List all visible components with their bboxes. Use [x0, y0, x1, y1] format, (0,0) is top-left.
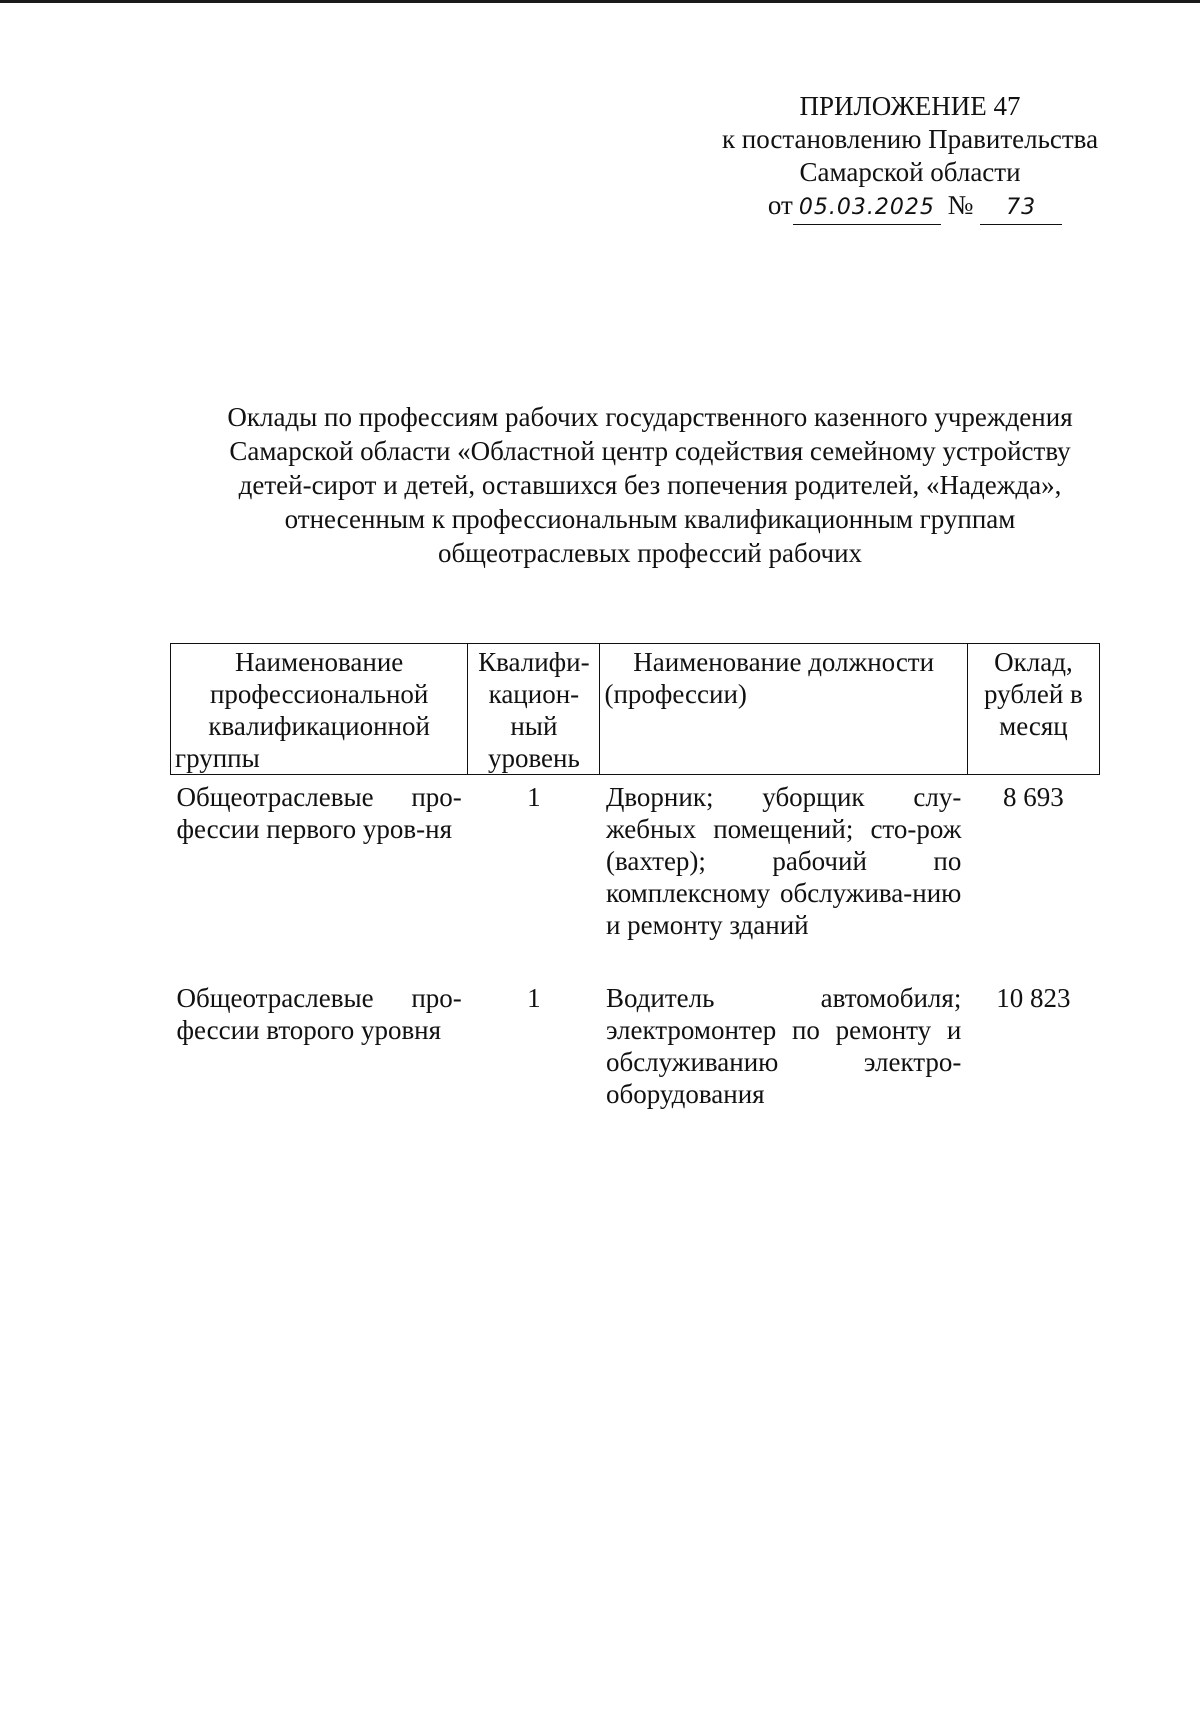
- title-line-3: детей-сирот и детей, оставшихся без попечения родителей, «Надежда»,: [238, 470, 1062, 500]
- cell-qualification-level: 1: [527, 983, 541, 1013]
- date-prefix: от: [767, 190, 793, 220]
- cell-group-name: Общеотраслевые про-фессии первого уров-ня: [176, 782, 462, 844]
- top-border-line: [0, 0, 1200, 3]
- cell-salary: 10 823: [996, 983, 1071, 1013]
- title-line-2: Самарской области «Областной центр содействия семейному устройству: [229, 436, 1071, 466]
- salary-table-body: [171, 775, 1100, 1133]
- appendix-region-line: Самарской области: [799, 157, 1021, 187]
- appendix-header: [700, 90, 1120, 225]
- appendix-date-line: [700, 189, 1120, 225]
- handwritten-date: 05.03.2025: [793, 191, 941, 225]
- cell-positions: Дворник; уборщик слу-жебных помещений; сто-рож (вахтер); рабочий по комплексному обслужива-нию и ремонту зданий: [605, 782, 962, 940]
- header-qualification-level: Квалифи-кацион-ный уровень: [468, 644, 600, 775]
- table-row: [171, 976, 1100, 1132]
- cell-group-name: Общеотраслевые про-фессии второго уровня: [176, 983, 462, 1045]
- appendix-label: ПРИЛОЖЕНИЕ 47: [799, 91, 1021, 121]
- cell-qualification-level: 1: [527, 782, 541, 812]
- appendix-decree-line: к постановлению Правительства: [721, 124, 1099, 154]
- title-line-5: общеотраслевых профессий рабочих: [437, 538, 863, 568]
- header-group-name: Наименование профессиональной квалификационной группы: [171, 644, 468, 775]
- title-line-1: Оклады по профессиям рабочих государственного казенного учреждения: [227, 402, 1073, 432]
- salary-table-header: [171, 644, 1100, 775]
- handwritten-number: 73: [980, 191, 1062, 225]
- cell-positions: Водитель автомобиля; электромонтер по ремонту и обслуживанию электро-оборудования: [605, 983, 962, 1109]
- salary-table: [170, 643, 1100, 1132]
- header-position-name: Наименование должности (профессии): [600, 644, 967, 775]
- number-prefix: №: [947, 190, 974, 220]
- cell-salary: 8 693: [1003, 782, 1064, 812]
- header-row: [171, 644, 1100, 775]
- header-salary: Оклад, рублей в месяц: [967, 644, 1099, 775]
- table-row: [171, 775, 1100, 977]
- title-line-4: отнесенным к профессиональным квалификационным группам: [284, 504, 1016, 534]
- document-title: [160, 400, 1140, 570]
